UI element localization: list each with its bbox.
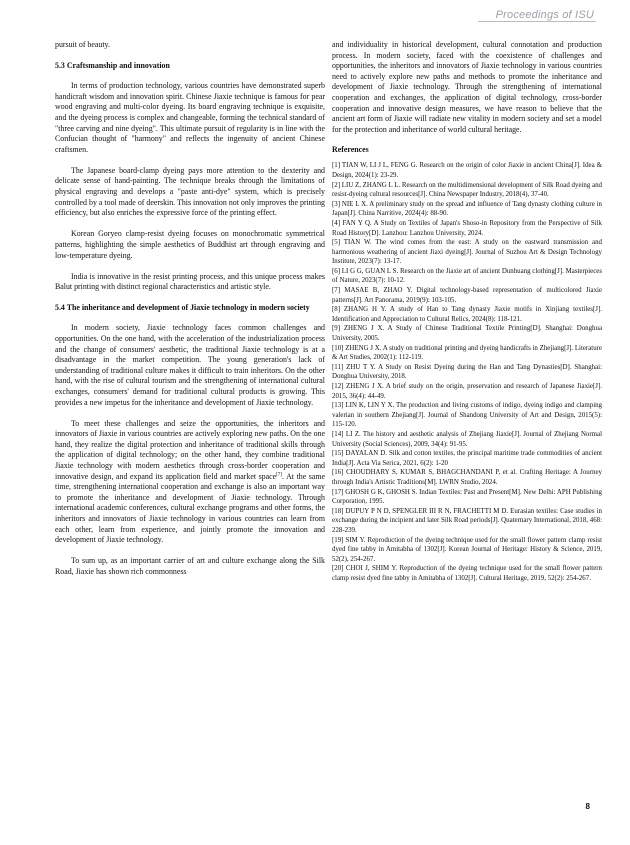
reference-item: [2] LIU Z, ZHANG L L. Research on the multidimensional development of Silk Road dyeing and resist-dyeing cultural resources[J]. China Newspaper Industry, 2018(4), 37-40.: [332, 181, 602, 199]
reference-item: [6] LI G G, GUAN L S. Research on the Jiaxie art of ancient Dunhuang clothing[J]. Masterpieces of Nature, 2023(7): 10-12.: [332, 267, 602, 285]
paragraph-6: [55, 419, 325, 546]
reference-item: [8] ZHANG H Y. A study of Han to Tang dynasty Jiaxie motifs in Xinjiang textiles[J]. Identification and Appreciation to Cultural Relics, 2024(8): 118-121.: [332, 306, 602, 323]
reference-item: [12] ZHENG J X. A brief study on the origin, preservation and research of Japanese Jiaxie[J]. 2015, 36(4): 44-49.: [332, 383, 602, 400]
reference-item: [11] ZHU T Y. A Study on Resist Dyeing during the Han and Tang Dynasties[D]. Shanghai: Donghua University, 2018.: [332, 363, 602, 381]
reference-item: [1] TIAN W, LI J L, FENG G. Research on the origin of color Jiaxie in ancient China[J]. Idea & Design, 2024(1): 23-29.: [332, 162, 602, 179]
paragraph-1: In terms of production technology, various countries have demonstrated superb handicraft wisdom and innovation spirit. Chinese Jiaxie technique is famous for pear wood engraving and multi-color dyeing. Its board engraving technique is exquisite, and the dyeing process is complex and changeable, forming the technical standard of "three carving and nine dyeing". This ultimate pursuit of regularity is in line with the Confucian thought of "harmony" and reflects the ingenuity of ancient Chinese craftsmen.: [55, 81, 325, 154]
paragraph-6-part-b: . At the same time, strengthening international cooperation and exchange is also an important way to promote the inheritance and development of Jiaxie technology. Through international academic conferences, cultural exchange programs and other forms, the inheritors and innovators of Jiaxie technology in various countries can learn from each other, learn from experience, and jointly promote the innovation and development of Jiaxie technology.: [55, 471, 326, 545]
reference-item: [19] SIM Y. Reproduction of the dyeing technique used for the small flower pattern clamp resist dyed fine tabby in Amitabha of 1302[J]. Korean Journal of Heritage: History & Science, 2019, 52(2), 254-267.: [332, 536, 602, 563]
reference-item: [10] ZHENG J X. A study on traditional printing and dyeing handicrafts in Zhejiang[J]. Literature & Art Studies, 2002(1): 112-119.: [332, 344, 602, 362]
paragraph-8: and individuality in historical development, cultural connotation and production process. In modern society, faced with the coexistence of challenges and opportunities, the inheritors and innovators of Jiaxie technology in various countries need to actively explore new paths and methods to promote the inheritance and development of Jiaxie technology. Through the strengthening of international cooperation and exchanges, the application of digital technology, cross-border cooperation and innovative design measures, we have reason to believe that the ancient art form of Jiaxie will radiate new vitality in modern society and set a model for the protection and inheritance of world cultural heritage.: [332, 40, 602, 134]
left-column: [55, 40, 325, 577]
reference-item: [9] ZHENG J X. A Study of Chinese Traditional Textile Printing[D]. Shanghai: Donghua University, 2005.: [332, 325, 602, 343]
paragraph-5: In modern society, Jiaxie technology faces common challenges and opportunities. On the one hand, with the acceleration of the industrialization process and the change of consumers' aesthetic, the traditional Jiaxie technology is at a disadvantage in the market competition. The young generation's lack of understanding of traditional culture makes it difficult to train inheritors. On the other hand, with the rise of cultural tourism and the strengthening of international cultural exchanges, consumers' demand for traditional cultural products is growing. This provides a new impetus for the inheritance and development of Jiaxie technology.: [55, 323, 325, 407]
reference-item: [13] LIN K, LIN Y X. The production and living customs of indigo, dyeing indigo and clamping valerian in southern Zhejiang[J]. Journal of Shandong University of Art and Design, 2015(5): 115-120.: [332, 402, 602, 429]
reference-item: [14] LI Z. The history and aesthetic analysis of Zhejiang Jiaxie[J]. Journal of Zhejiang Normal University (Social Sciences), 2009, 34(4): 91-95.: [332, 430, 602, 448]
paragraph-6-part-a: To meet these challenges and seize the opportunities, the inheritors and innovators of Jiaxie in various countries are actively exploring new paths. On the one hand, they realize the digital protection and inheritance of traditional skills through the application of digital technology; on the other hand, they combine traditional Jiaxie technology with modern aesthetics through cross-border cooperation and innovative design, and expand its application field and market space: [55, 418, 325, 481]
paragraph-3: Korean Goryeo clamp-resist dyeing focuses on monochromatic symmetrical patterns, highlighting the simple aesthetics of Buddhist art through engraving and low-temperature dyeing.: [55, 229, 325, 260]
paragraph-4: India is innovative in the resist printing process, and this unique process makes Balut printing with distinct regional characteristics and artistic style.: [55, 271, 325, 292]
paragraph-2: The Japanese board-clamp dyeing pays more attention to the dexterity and delicate sense of hand-painting. The technique breaks through the limitations of physical engraving and develops a "paste anti-dye" system, which is precisely controlled by a tool made of deerskin. This innovation not only improves the printing efficiency, but also enriches the expressive force of the printing effect.: [55, 165, 325, 218]
page-number: 8: [585, 802, 590, 811]
paragraph-intro: pursuit of beauty.: [55, 40, 110, 49]
citation-superscript: [7]: [276, 471, 282, 477]
reference-item: [16] CHOUDHARY S, KUMAR S, BHAGCHANDANI P, et al. Crafting Heritage: A Journey through India's Artistic Traditions[M]. LWRN Studio, 2024.: [332, 469, 602, 486]
reference-item: [15] DAYALAN D. Silk and cotton textiles, the principal maritime trade commodities of ancient India[J]. Acta Via Serica, 2021, 6(2): 1-20: [332, 450, 602, 467]
section-heading-5-4: 5.4 The inheritance and development of Jiaxie technology in modern society: [55, 302, 310, 312]
reference-item: [20] CHOI J, SHIM Y. Reproduction of the dyeing technique used for the small flower pattern clamp resist dyed fine tabby in Amitabha of 1302[J]. Cultural Heritage, 2019, 52(2): 254-267.: [332, 565, 602, 582]
header-rule: [478, 21, 596, 22]
references-list: [332, 161, 602, 583]
proceedings-brand: Proceedings of ISU: [495, 9, 594, 21]
reference-item: [3] NIE L X. A preliminary study on the spread and influence of Tang dynasty clothing culture in Japan[J]. China Narritive, 2024(4): 88-90.: [332, 200, 602, 218]
right-column: [332, 40, 602, 583]
references-heading: References: [332, 145, 369, 155]
reference-item: [5] TIAN W. The wind comes from the east: A study on the eastward transmission and harmonious weathering of ancient Jiaxi dyeing[J]. Journal of Suzhou Art & Design Technology Institute, 2023(7): 13-17.: [332, 239, 602, 266]
reference-item: [4] FAN Y Q. A Study on Textiles of Japan's Shoso-in Repository from the Perspective of Silk Road History[D]. Lanzhou: Lanzhou University, 2024.: [332, 219, 602, 237]
paragraph-7: To sum up, as an important carrier of art and culture exchange along the Silk Road, Jiaxie has shown rich commonness: [55, 556, 325, 576]
reference-item: [17] GHOSH G K, GHOSH S. Indian Textiles: Past and Present[M]. New Delhi: APH Publishing Corporation, 1995.: [332, 488, 602, 506]
reference-item: [18] DUPUY P N D, SPENGLER III R N, FRACHETTI M D. Eurasian textiles: Case studies in exchange during the incipient and later Silk Road periods[J]. Quaternary International, 2018, 468: 228-239.: [332, 507, 602, 534]
reference-item: [7] MASAE B, ZHAO Y. Digital technology-based representation of multicolored Jiaxie patterns[J]. Art Panorama, 2019(9): 103-105.: [332, 287, 602, 304]
section-heading-5-3: 5.3 Craftsmanship and innovation: [55, 60, 170, 70]
